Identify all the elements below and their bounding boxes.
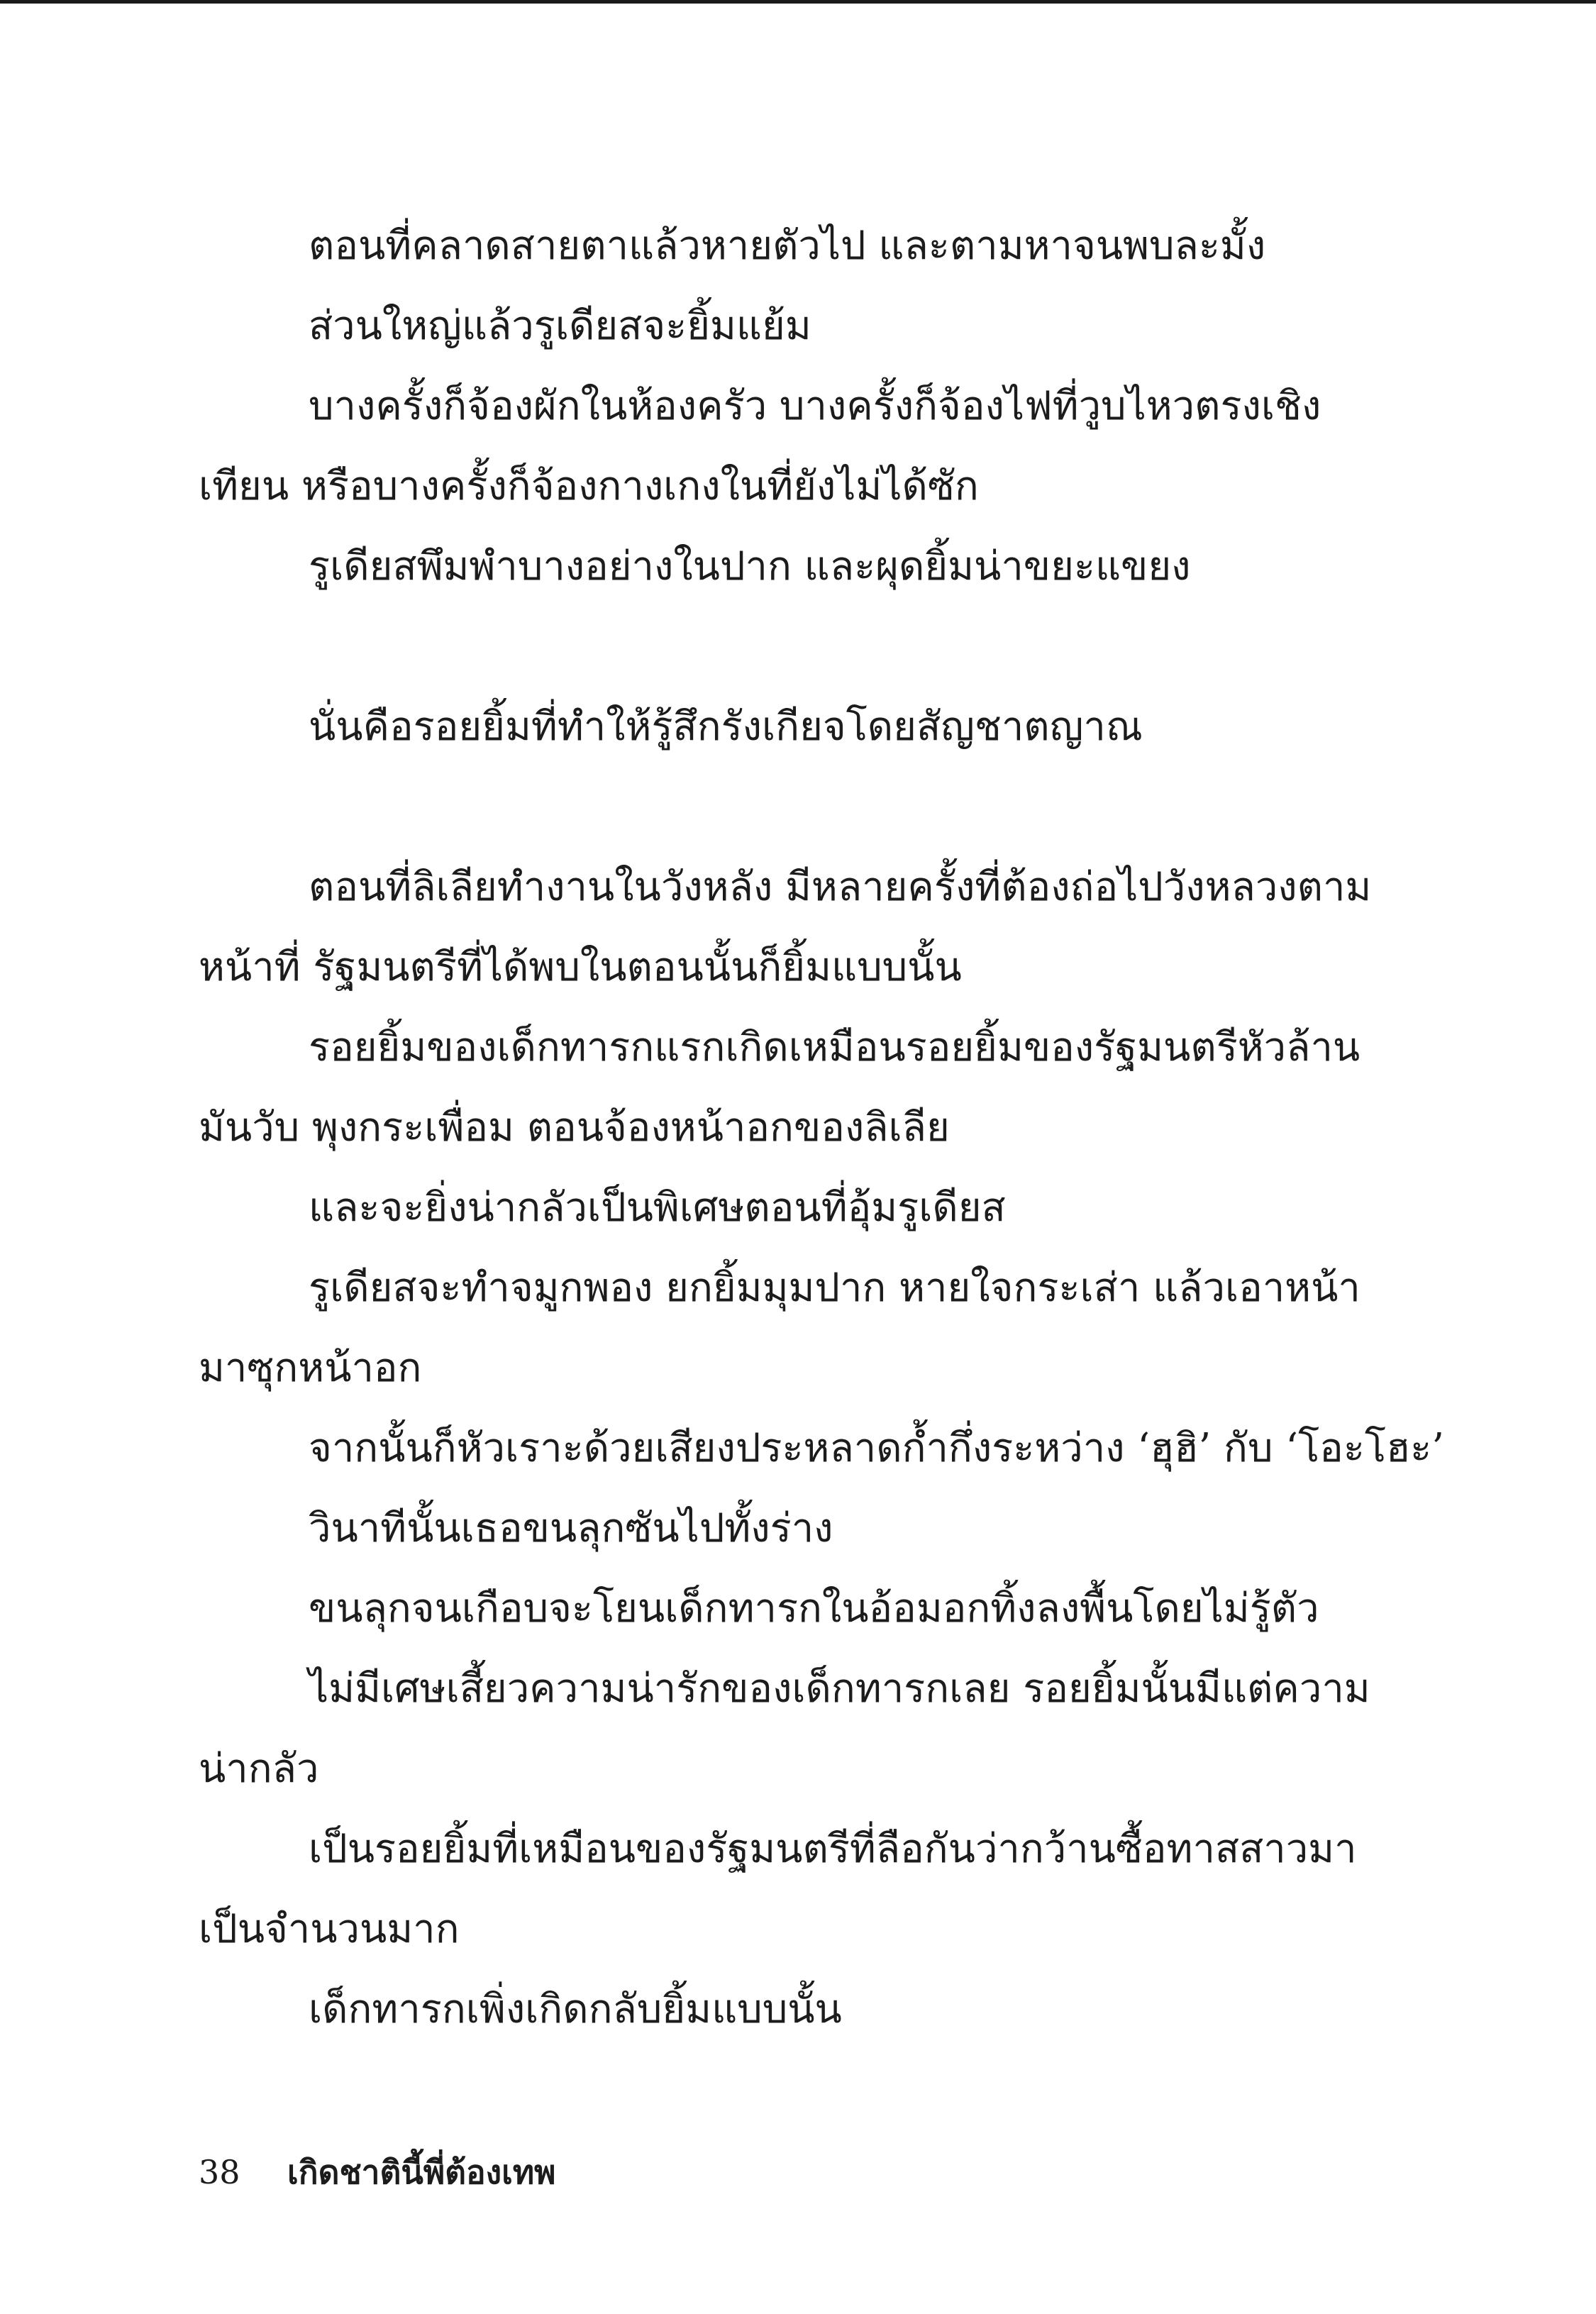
top-border-line xyxy=(0,0,1596,4)
text-line: มาซุกหน้าอก xyxy=(199,1345,422,1391)
text-line: เด็กทารกเพิ่งเกิดกลับยิ้มแบบนั้น xyxy=(309,1986,842,2032)
text-line: รอยยิ้มของเด็กทารกแรกเกิดเหมือนรอยยิ้มของรัฐมนตรีหัวล้าน xyxy=(309,1024,1361,1070)
text-line: น่ากลัว xyxy=(199,1746,319,1792)
text-line: ตอนที่ลิเลียทำงานในวังหลัง มีหลายครั้งที่ต้องถ่อไปวังหลวงตาม xyxy=(309,864,1372,910)
page-footer xyxy=(199,2144,555,2200)
page-body-text xyxy=(199,206,1445,2049)
text-line: รูเดียสพึมพำบางอย่างในปาก และผุดยิ้มน่าขยะแขยง xyxy=(309,543,1191,589)
paragraph-gap xyxy=(199,767,1302,847)
text-line: เป็นจำนวนมาก xyxy=(199,1906,460,1952)
text-line: จากนั้นก็หัวเราะด้วยเสียงประหลาดก้ำกึ่งระหว่าง ‘ฮุฮิ’ กับ ‘โอะโฮะ’ xyxy=(309,1425,1445,1471)
text-line: รูเดียสจะทำจมูกพอง ยกยิ้มมุมปาก หายใจกระเส่า แล้วเอาหน้า xyxy=(309,1265,1361,1311)
text-line: เทียน หรือบางครั้งก็จ้องกางเกงในที่ยังไม่ได้ซัก xyxy=(199,463,979,509)
text-line: ตอนที่คลาดสายตาแล้วหายตัวไป และตามหาจนพบละมั้ง xyxy=(309,223,1266,269)
text-line: และจะยิ่งน่ากลัวเป็นพิเศษตอนที่อุ้มรูเดียส xyxy=(309,1185,1006,1231)
text-line: หน้าที่ รัฐมนตรีที่ได้พบในตอนนั้นก็ยิ้มแบบนั้น xyxy=(199,944,962,990)
text-line: เป็นรอยยิ้มที่เหมือนของรัฐมนตรีที่ลือกันว่ากว้านซื้อทาสสาวมา xyxy=(309,1826,1357,1872)
paragraph-gap xyxy=(199,607,1302,687)
text-line: บางครั้งก็จ้องผักในห้องครัว บางครั้งก็จ้องไฟที่วูบไหวตรงเชิง xyxy=(309,383,1321,429)
page-number: 38 xyxy=(199,2153,240,2191)
text-line: มันวับ พุงกระเพื่อม ตอนจ้องหน้าอกของลิเลีย xyxy=(199,1105,950,1151)
text-line: วินาทีนั้นเธอขนลุกซันไปทั้งร่าง xyxy=(309,1505,833,1551)
text-line: ส่วนใหญ่แล้วรูเดียสจะยิ้มแย้ม xyxy=(309,303,811,349)
text-line: ขนลุกจนเกือบจะโยนเด็กทารกในอ้อมอกทิ้งลงพื้นโดยไม่รู้ตัว xyxy=(309,1585,1319,1632)
book-title: เกิดชาตินี้พี่ต้องเทพ xyxy=(287,2153,556,2191)
text-line: ไม่มีเศษเสี้ยวความน่ารักของเด็กทารกเลย รอยยิ้มนั้นมีแต่ความ xyxy=(309,1666,1370,1712)
text-line: นั่นคือรอยยิ้มที่ทำให้รู้สึกรังเกียจโดยสัญชาตญาณ xyxy=(309,704,1143,750)
